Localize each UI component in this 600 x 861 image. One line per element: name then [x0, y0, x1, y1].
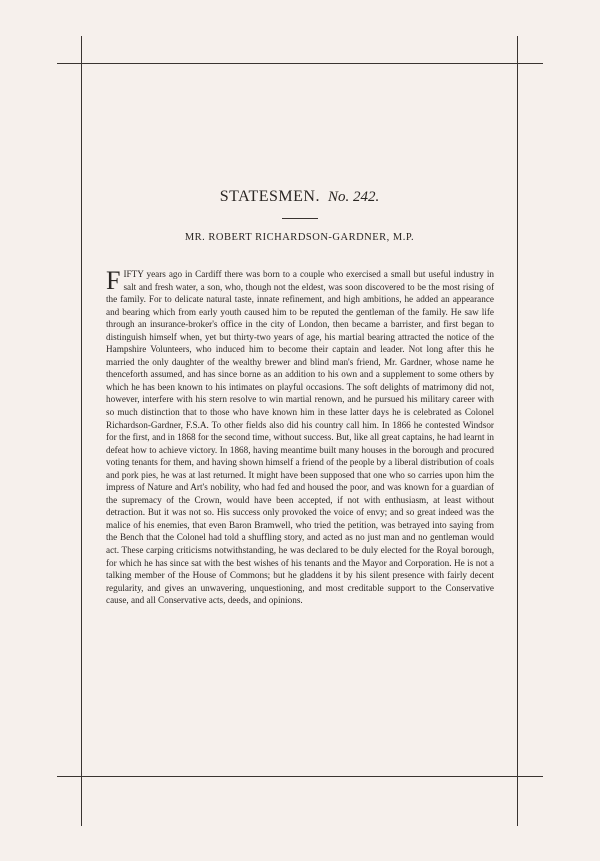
series-title: STATESMEN.: [219, 188, 320, 205]
article-text: IFTY years ago in Cardiff there was born to a couple who exercised a small but useful industry in salt and fresh water, a son, who, though not the eldest, was soon discovered to be the most rising of the family. For to delicate natural taste, innate refinement, and high ambitions, he added an appearance and bearing which from early youth caused him to be reputed the gentleman of the family. He saw life through an insurance-broker's office in the city of London, then became a barrister, and first began to distinguish himself when, yet but thirty-two years of age, his martial bearing attracted the notice of the Hampshire Volunteers, who induced him to become their captain and leader. Not long after this he married the only daughter of the wealthy brewer and blind man's friend, Mr. Gardner, whose name he thenceforth assumed, and has since borne as an addition to his own and a supplement to some others by which he has been known to his intimates on playful occasions. The soft delights of matrimony did not, however, interfere with his stern resolve to win martial renown, and he pursued his military career with so much distinction that to those who have known him in these latter days he is celebrated as Colonel Richardson-Gardner, F.S.A. To other fields also did his country call him. In 1866 he contested Windsor for the first, and in 1868 for the second time, without success. But, like all great captains, he had learnt in defeat how to achieve victory. In 1868, having meantime built many houses in the borough and procured voting tenants for them, and having shown himself a friend of the people by a liberal distribution of coals and pork pies, he was at last returned. It might have been supposed that one who so carries upon him the impress of Nature and Art's nobility, who had fed and housed the poor, and was known for a guardian of the supremacy of the Crown, would have been accepted, if not with enthusiasm, at least without detraction. But it was not so. His success only provoked the voice of envy; and so great indeed was the malice of his enemies, that even Baron Bramwell, who tried the petition, was betrayed into saying from the Bench that the Colonel had told a shuffling story, and acted as no just man and no gentleman would act. These carping criticisms notwithstanding, he was declared to be duly elected for the Royal borough, for which he has since sat with the best wishes of his tenants and the Mayor and Corporation. He is not a talking member of the House of Commons; but he gladdens it by his silent presence with fairly decent regularity, and gives an unwavering, unquestioning, and most creditable support to the Conservative cause, and all Conservative acts, deeds, and opinions.: [106, 269, 494, 606]
frame-bottom-line: [57, 776, 543, 777]
title-rule: [282, 218, 318, 219]
drop-cap: F: [106, 266, 121, 295]
page-title: [81, 188, 518, 206]
subject-name: MR. ROBERT RICHARDSON-GARDNER, M.P.: [184, 232, 415, 243]
frame-left-line: [81, 36, 82, 826]
frame-right-line: [517, 36, 518, 826]
frame-top-line: [57, 63, 543, 64]
article-body: [106, 268, 494, 607]
issue-number: No. 242.: [327, 189, 380, 205]
